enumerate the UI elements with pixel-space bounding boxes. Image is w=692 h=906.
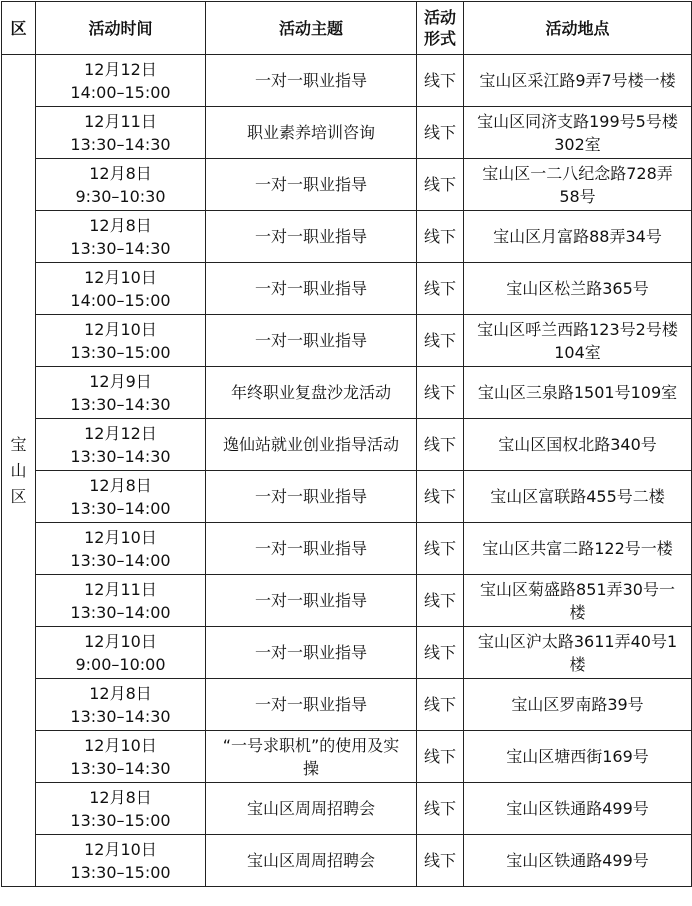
- region-label: 宝山区: [10, 434, 27, 506]
- time-cell: 12月11日 13:30–14:30: [36, 107, 206, 159]
- location-cell: 宝山区富联路455号二楼: [464, 471, 692, 523]
- header-location: 活动地点: [464, 2, 692, 55]
- time-cell: 12月11日 13:30–14:00: [36, 575, 206, 627]
- header-format: 活动 形式: [417, 2, 464, 55]
- table-row: [2, 263, 692, 315]
- location-cell: 宝山区铁通路499号: [464, 783, 692, 835]
- time-cell: 12月10日 13:30–14:30: [36, 731, 206, 783]
- format-cell: 线下: [417, 471, 464, 523]
- table-row: [2, 731, 692, 783]
- table-row: [2, 627, 692, 679]
- table-row: [2, 679, 692, 731]
- time-cell: 12月10日 13:30–15:00: [36, 835, 206, 887]
- theme-cell: 年终职业复盘沙龙活动: [206, 367, 417, 419]
- theme-cell: 宝山区周周招聘会: [206, 835, 417, 887]
- location-cell: 宝山区三泉路1501号109室: [464, 367, 692, 419]
- table-row: [2, 783, 692, 835]
- theme-cell: 一对一职业指导: [206, 471, 417, 523]
- table-row: [2, 835, 692, 887]
- theme-cell: 一对一职业指导: [206, 55, 417, 107]
- format-cell: 线下: [417, 627, 464, 679]
- location-cell: 宝山区呼兰西路123号2号楼 104室: [464, 315, 692, 367]
- theme-cell: 逸仙站就业创业指导活动: [206, 419, 417, 471]
- header-row: [2, 2, 692, 55]
- table-row: [2, 55, 692, 107]
- time-cell: 12月8日 13:30–14:30: [36, 211, 206, 263]
- location-cell: 宝山区一二八纪念路728弄 58号: [464, 159, 692, 211]
- time-cell: 12月10日 9:00–10:00: [36, 627, 206, 679]
- format-cell: 线下: [417, 679, 464, 731]
- location-cell: 宝山区共富二路122号一楼: [464, 523, 692, 575]
- location-cell: 宝山区沪太路3611弄40号1 楼: [464, 627, 692, 679]
- table-row: [2, 211, 692, 263]
- theme-cell: 一对一职业指导: [206, 159, 417, 211]
- location-cell: 宝山区塘西街169号: [464, 731, 692, 783]
- format-cell: 线下: [417, 523, 464, 575]
- activity-schedule-table: [1, 1, 692, 887]
- location-cell: 宝山区月富路88弄34号: [464, 211, 692, 263]
- format-cell: 线下: [417, 731, 464, 783]
- time-cell: 12月8日 13:30–14:00: [36, 471, 206, 523]
- header-region: 区: [2, 2, 36, 55]
- time-cell: 12月9日 13:30–14:30: [36, 367, 206, 419]
- theme-cell: 一对一职业指导: [206, 679, 417, 731]
- time-cell: 12月10日 14:00–15:00: [36, 263, 206, 315]
- theme-cell: 一对一职业指导: [206, 211, 417, 263]
- theme-cell: “一号求职机”的使用及实 操: [206, 731, 417, 783]
- time-cell: 12月10日 13:30–14:00: [36, 523, 206, 575]
- region-cell: [2, 55, 36, 887]
- header-theme: 活动主题: [206, 2, 417, 55]
- table-row: [2, 471, 692, 523]
- theme-cell: 宝山区周周招聘会: [206, 783, 417, 835]
- location-cell: 宝山区菊盛路851弄30号一 楼: [464, 575, 692, 627]
- table-body: [2, 55, 692, 887]
- location-cell: 宝山区国权北路340号: [464, 419, 692, 471]
- location-cell: 宝山区同济支路199号5号楼 302室: [464, 107, 692, 159]
- location-cell: 宝山区铁通路499号: [464, 835, 692, 887]
- table-row: [2, 575, 692, 627]
- format-cell: 线下: [417, 315, 464, 367]
- theme-cell: 职业素养培训咨询: [206, 107, 417, 159]
- format-cell: 线下: [417, 783, 464, 835]
- time-cell: 12月10日 13:30–15:00: [36, 315, 206, 367]
- theme-cell: 一对一职业指导: [206, 315, 417, 367]
- location-cell: 宝山区罗南路39号: [464, 679, 692, 731]
- theme-cell: 一对一职业指导: [206, 523, 417, 575]
- time-cell: 12月8日 13:30–14:30: [36, 679, 206, 731]
- time-cell: 12月12日 14:00–15:00: [36, 55, 206, 107]
- table-row: [2, 419, 692, 471]
- format-cell: 线下: [417, 55, 464, 107]
- format-cell: 线下: [417, 159, 464, 211]
- format-cell: 线下: [417, 835, 464, 887]
- theme-cell: 一对一职业指导: [206, 575, 417, 627]
- table-row: [2, 315, 692, 367]
- format-cell: 线下: [417, 575, 464, 627]
- table-row: [2, 107, 692, 159]
- theme-cell: 一对一职业指导: [206, 263, 417, 315]
- header-time: 活动时间: [36, 2, 206, 55]
- theme-cell: 一对一职业指导: [206, 627, 417, 679]
- format-cell: 线下: [417, 211, 464, 263]
- table-row: [2, 159, 692, 211]
- location-cell: 宝山区采江路9弄7号楼一楼: [464, 55, 692, 107]
- table-row: [2, 367, 692, 419]
- time-cell: 12月12日 13:30–14:30: [36, 419, 206, 471]
- time-cell: 12月8日 9:30–10:30: [36, 159, 206, 211]
- format-cell: 线下: [417, 263, 464, 315]
- format-cell: 线下: [417, 419, 464, 471]
- time-cell: 12月8日 13:30–15:00: [36, 783, 206, 835]
- location-cell: 宝山区松兰路365号: [464, 263, 692, 315]
- format-cell: 线下: [417, 367, 464, 419]
- format-cell: 线下: [417, 107, 464, 159]
- table-row: [2, 523, 692, 575]
